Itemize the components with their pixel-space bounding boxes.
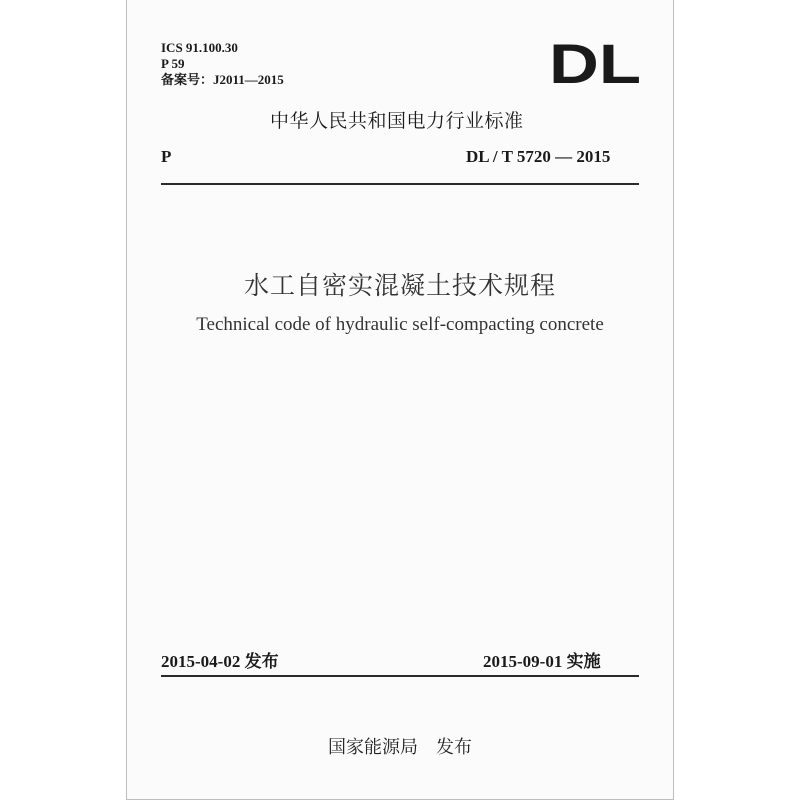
category-letter: P xyxy=(161,147,172,166)
dl-logo-text: DL xyxy=(549,40,641,86)
dl-logo xyxy=(548,40,642,86)
ics-code: ICS 91.100.30 xyxy=(161,40,238,55)
standard-number: DL / T 5720 — 2015 xyxy=(466,147,611,166)
english-title: Technical code of hydraulic self-compacting concrete xyxy=(196,314,604,335)
effective-date: 2015-09-01 实施 xyxy=(483,652,601,671)
issue-date: 2015-04-02 发布 xyxy=(161,652,279,671)
top-divider xyxy=(161,183,639,185)
bottom-divider xyxy=(161,675,639,677)
publisher: 国家能源局 发布 xyxy=(328,737,472,758)
chinese-title: 水工自密实混凝土技术规程 xyxy=(243,271,556,300)
record-number: 备案号：J2011—2015 xyxy=(161,72,284,87)
classification-code: P 59 xyxy=(161,56,185,71)
industry-standard-title: 中华人民共和国电力行业标准 xyxy=(270,110,524,132)
